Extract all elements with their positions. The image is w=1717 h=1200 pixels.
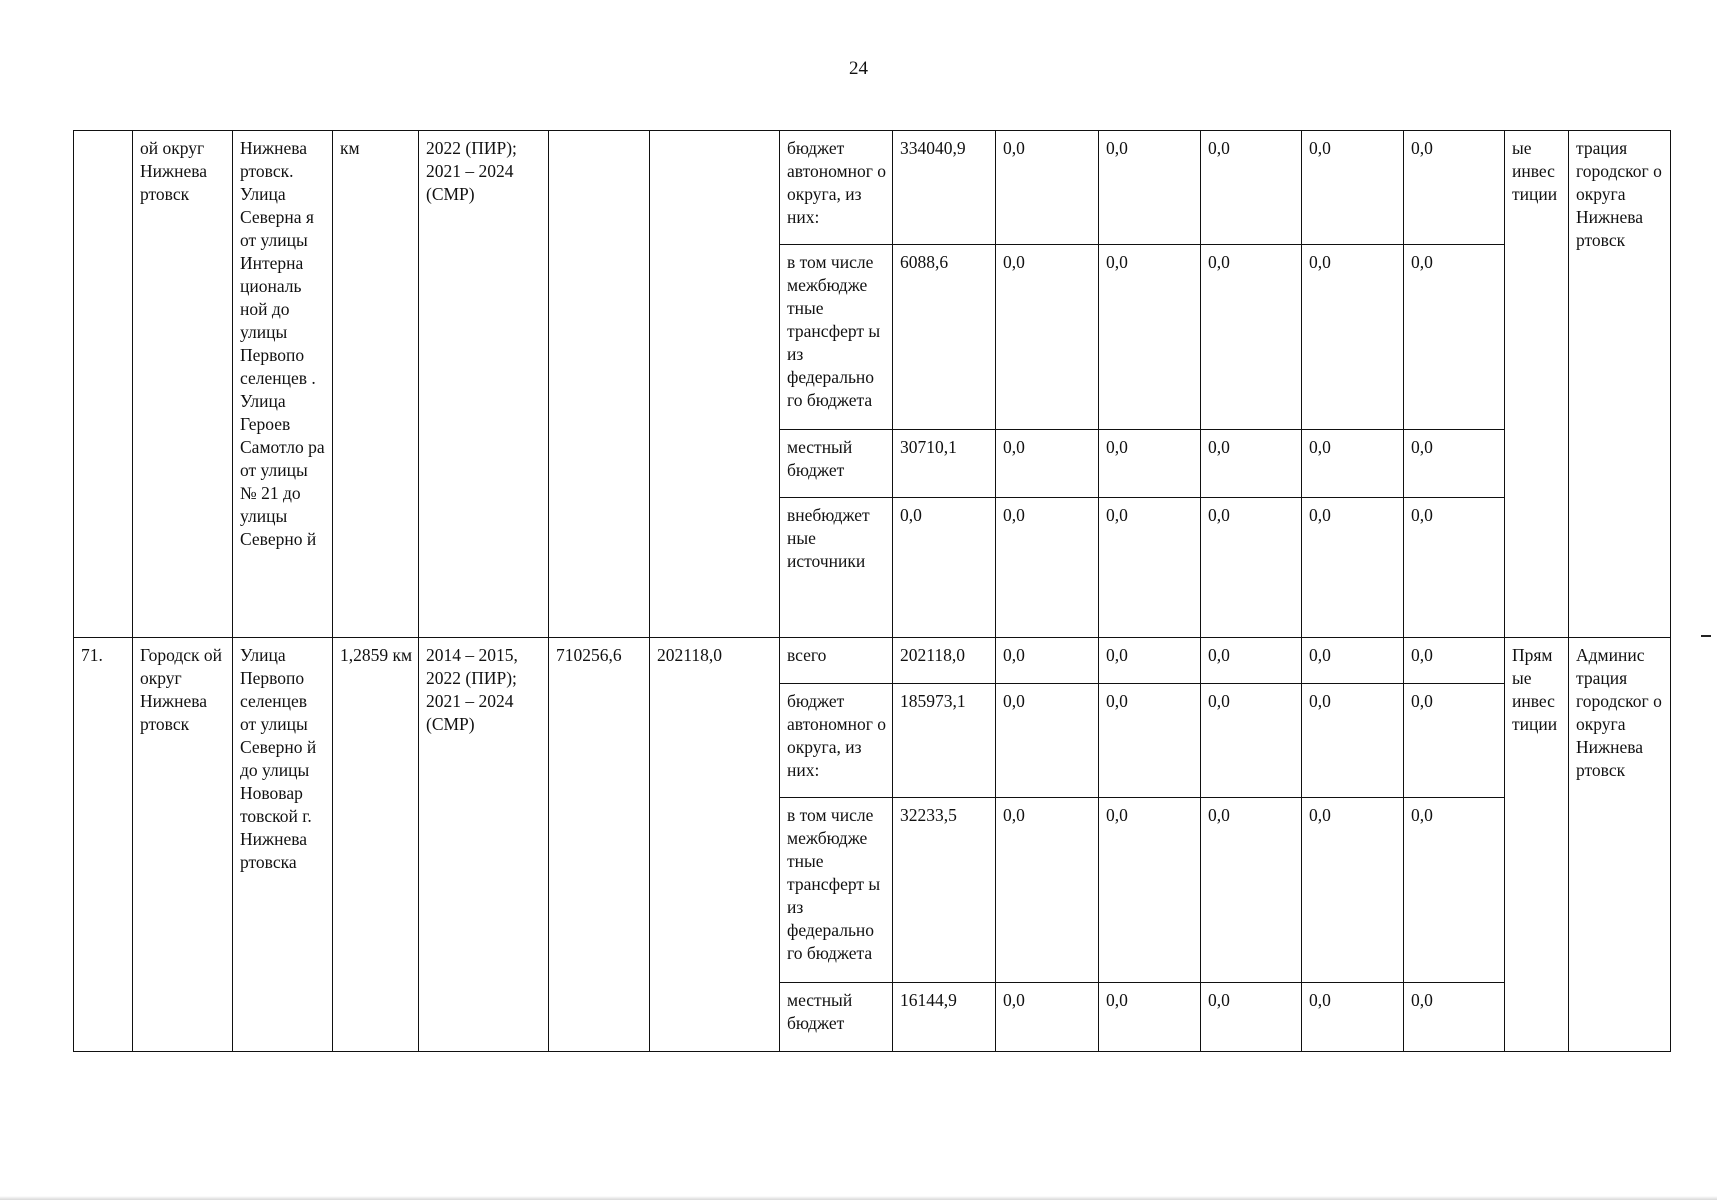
funding-value-cell: 0,0	[1302, 131, 1404, 245]
scan-edge	[0, 1196, 1717, 1200]
funding-value-cell: 0,0	[996, 983, 1099, 1052]
funding-value-cell: 0,0	[1099, 798, 1201, 983]
funding-source-cell: в том числе межбюдже тные трансферт ы из федерально го бюджета	[780, 245, 893, 430]
funding-value-cell: 0,0	[1302, 245, 1404, 430]
funding-value-cell: 30710,1	[893, 430, 996, 498]
funding-value-cell: 0,0	[1201, 498, 1302, 638]
object-name-cell: Нижнева ртовск. Улица Северна я от улицы Интерна циональ ной до улицы Первопо селенцев . Улица Героев Самотло ра от улицы № 21 до улицы Северно й	[233, 131, 333, 638]
funding-value-cell: 0,0	[1201, 131, 1302, 245]
funding-value-cell: 0,0	[1404, 684, 1505, 798]
capacity-cell: 1,2859 км	[333, 638, 419, 1052]
funding-value-cell: 0,0	[1099, 430, 1201, 498]
funding-value-cell: 0,0	[996, 245, 1099, 430]
funding-value-cell: 0,0	[1099, 498, 1201, 638]
funding-value-cell: 0,0	[893, 498, 996, 638]
funding-value-cell: 0,0	[996, 638, 1099, 684]
period-cell: 2014 – 2015, 2022 (ПИР); 2021 – 2024 (СМР)	[419, 638, 549, 1052]
municipality-cell: Городск ой округ Нижнева ртовск	[133, 638, 233, 1052]
capacity-cell: км	[333, 131, 419, 638]
funding-value-cell: 0,0	[1201, 798, 1302, 983]
remaining-cost-cell: 202118,0	[650, 638, 780, 1052]
funding-value-cell: 0,0	[1302, 498, 1404, 638]
funding-value-cell: 0,0	[1302, 684, 1404, 798]
row-number-cell: 71.	[74, 638, 133, 1052]
customer-cell: Админис трация городског о округа Нижнева ртовск	[1569, 638, 1671, 1052]
estimated-cost-cell	[549, 131, 650, 638]
funding-source-cell: бюджет автономног о округа, из них:	[780, 684, 893, 798]
funding-value-cell: 0,0	[1404, 245, 1505, 430]
margin-mark	[1701, 635, 1711, 637]
row-number-cell	[74, 131, 133, 638]
funding-value-cell: 0,0	[1201, 430, 1302, 498]
funding-value-cell: 0,0	[1302, 638, 1404, 684]
funding-value-cell: 0,0	[996, 430, 1099, 498]
funding-value-cell: 16144,9	[893, 983, 996, 1052]
funding-value-cell: 0,0	[1201, 983, 1302, 1052]
funding-value-cell: 0,0	[1302, 983, 1404, 1052]
funding-value-cell: 0,0	[1099, 983, 1201, 1052]
estimated-cost-cell: 710256,6	[549, 638, 650, 1052]
remaining-cost-cell	[650, 131, 780, 638]
funding-value-cell: 0,0	[1099, 245, 1201, 430]
object-name-cell: Улица Первопо селенцев от улицы Северно й до улицы Нововар товской г. Нижнева ртовска	[233, 638, 333, 1052]
funding-value-cell: 0,0	[996, 131, 1099, 245]
funding-value-cell: 202118,0	[893, 638, 996, 684]
funding-value-cell: 0,0	[1099, 638, 1201, 684]
funding-source-cell: местный бюджет	[780, 983, 893, 1052]
funding-value-cell: 0,0	[1099, 131, 1201, 245]
funding-value-cell: 0,0	[996, 498, 1099, 638]
funding-value-cell: 0,0	[1201, 684, 1302, 798]
funding-value-cell: 0,0	[1302, 430, 1404, 498]
investment-type-cell: ые инвес тиции	[1505, 131, 1569, 638]
funding-value-cell: 0,0	[1404, 638, 1505, 684]
funding-source-cell: местный бюджет	[780, 430, 893, 498]
customer-cell: трация городског о округа Нижнева ртовск	[1569, 131, 1671, 638]
funding-value-cell: 185973,1	[893, 684, 996, 798]
funding-value-cell: 0,0	[1201, 245, 1302, 430]
funding-value-cell: 0,0	[1099, 684, 1201, 798]
funding-value-cell: 0,0	[1302, 798, 1404, 983]
funding-value-cell: 0,0	[1404, 498, 1505, 638]
funding-source-cell: всего	[780, 638, 893, 684]
investment-table	[73, 130, 1671, 1052]
page-number: 24	[849, 58, 868, 79]
period-cell: 2022 (ПИР); 2021 – 2024 (СМР)	[419, 131, 549, 638]
funding-value-cell: 6088,6	[893, 245, 996, 430]
funding-value-cell: 0,0	[1404, 983, 1505, 1052]
funding-value-cell: 0,0	[1404, 131, 1505, 245]
funding-value-cell: 0,0	[996, 798, 1099, 983]
funding-value-cell: 32233,5	[893, 798, 996, 983]
table-row	[74, 638, 1671, 684]
funding-value-cell: 0,0	[1201, 638, 1302, 684]
funding-value-cell: 0,0	[996, 684, 1099, 798]
funding-value-cell: 0,0	[1404, 430, 1505, 498]
funding-source-cell: в том числе межбюдже тные трансферт ы из федерально го бюджета	[780, 798, 893, 983]
funding-source-cell: бюджет автономног о округа, из них:	[780, 131, 893, 245]
funding-value-cell: 0,0	[1404, 798, 1505, 983]
funding-value-cell: 334040,9	[893, 131, 996, 245]
municipality-cell: ой округ Нижнева ртовск	[133, 131, 233, 638]
investment-type-cell: Прям ые инвес тиции	[1505, 638, 1569, 1052]
funding-source-cell: внебюджет ные источники	[780, 498, 893, 638]
table-row	[74, 131, 1671, 245]
